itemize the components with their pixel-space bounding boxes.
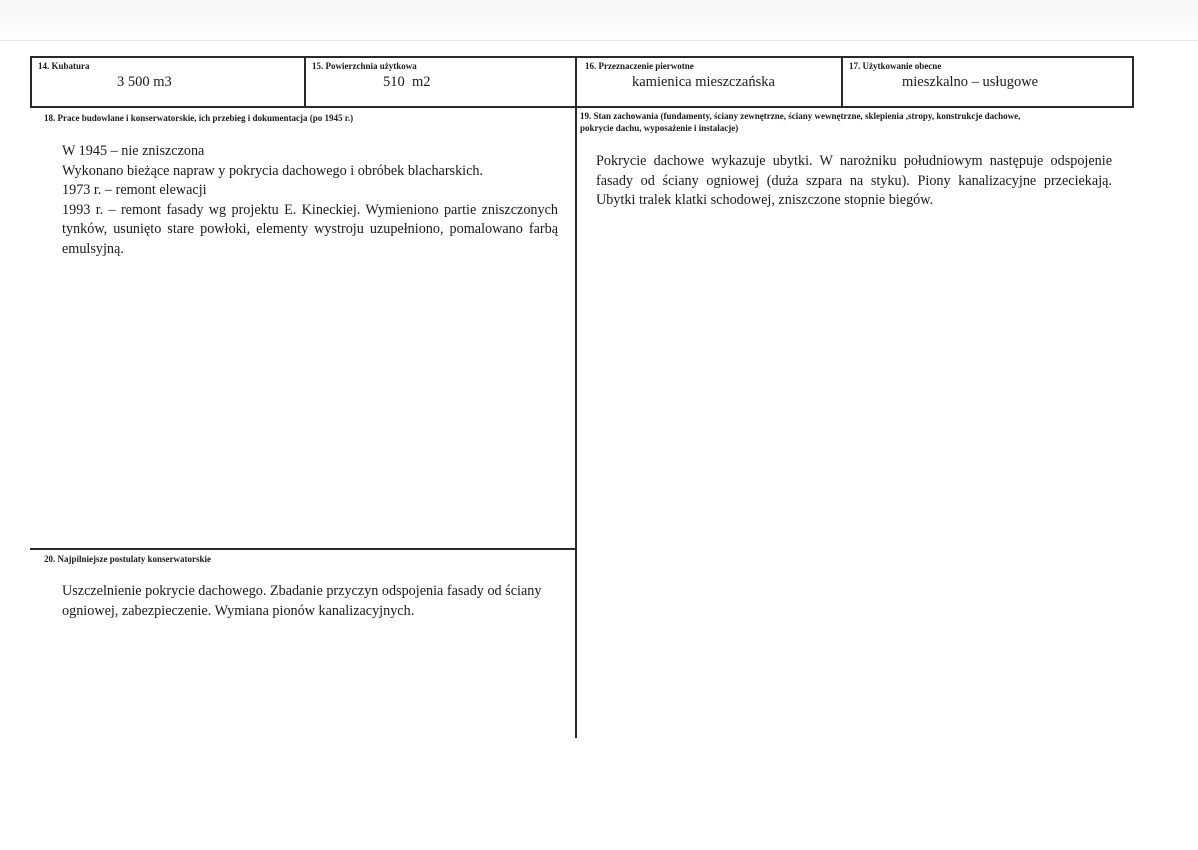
field-15-label: 15. Powierzchnia użytkowa	[312, 61, 417, 71]
section-20-label: 20. Najpilniejsze postulaty konserwatorskie	[44, 554, 211, 564]
rule-center	[575, 56, 577, 738]
field-16-label: 16. Przeznaczenie pierwotne	[585, 61, 694, 71]
section-18-line-1: W 1945 – nie zniszczona	[62, 143, 205, 159]
field-16-value: kamienica mieszczańska	[632, 74, 775, 90]
field-17-value: mieszkalno – usługowe	[902, 74, 1039, 90]
section-18-line-2: Wykonano bieżące napraw y pokrycia dachowego i obróbek blacharskich.	[62, 162, 484, 179]
section-19-paragraph: Pokrycie dachowe wykazuje ubytki. W narożniku południowym następuje odspojenie fasady od ściany ogniowej (duża szpara na styku). Piony kanalizacyjne przeciekają. Ubytki tralek klatki schodowej, zniszczone stopnie biegów.	[596, 153, 1112, 208]
rule-between-14-15	[304, 56, 306, 108]
field-15-value: 510 m2	[383, 74, 431, 90]
rule-between-16-17	[841, 56, 843, 108]
section-18-label: 18. Prace budowlane i konserwatorskie, ich przebieg i dokumentacja (po 1945 r.)	[44, 113, 354, 123]
field-17-label: 17. Użytkowanie obecne	[849, 61, 942, 71]
section-18-line-3: 1973 r. – remont elewacji	[62, 182, 207, 198]
section-18-paragraph: 1993 r. – remont fasady wg projektu E. Kineckiej. Wymieniono partie zniszczonych tynków, usunięto stare powłoki, elementy wystroju uzupełniono, pomalowano farbą emulsyjną.	[62, 201, 558, 257]
rule-top	[30, 56, 1134, 58]
rule-section20-top	[30, 548, 576, 550]
rule-right	[1132, 56, 1134, 108]
field-14-label: 14. Kubatura	[38, 61, 90, 71]
rule-row1-bottom	[30, 106, 1134, 108]
section-19-label-line-1: 19. Stan zachowania (fundamenty, ściany zewnętrzne, ściany wewnętrzne, sklepienia ,stropy, konstrukcje dachowe,	[580, 111, 1021, 121]
section-18-text	[62, 142, 558, 259]
section-19-label-line-2: pokrycie dachu, wyposażenie i instalacje)	[580, 123, 739, 133]
scan-top-strip	[0, 0, 1198, 41]
section-20-paragraph: Uszczelnienie pokrycie dachowego. Zbadanie przyczyn odspojenia fasady od ściany ogniowej, zabezpieczenie. Wymiana pionów kanalizacyjnych.	[62, 583, 542, 619]
rule-left	[30, 56, 32, 108]
field-14-value: 3 500 m3	[117, 74, 172, 90]
